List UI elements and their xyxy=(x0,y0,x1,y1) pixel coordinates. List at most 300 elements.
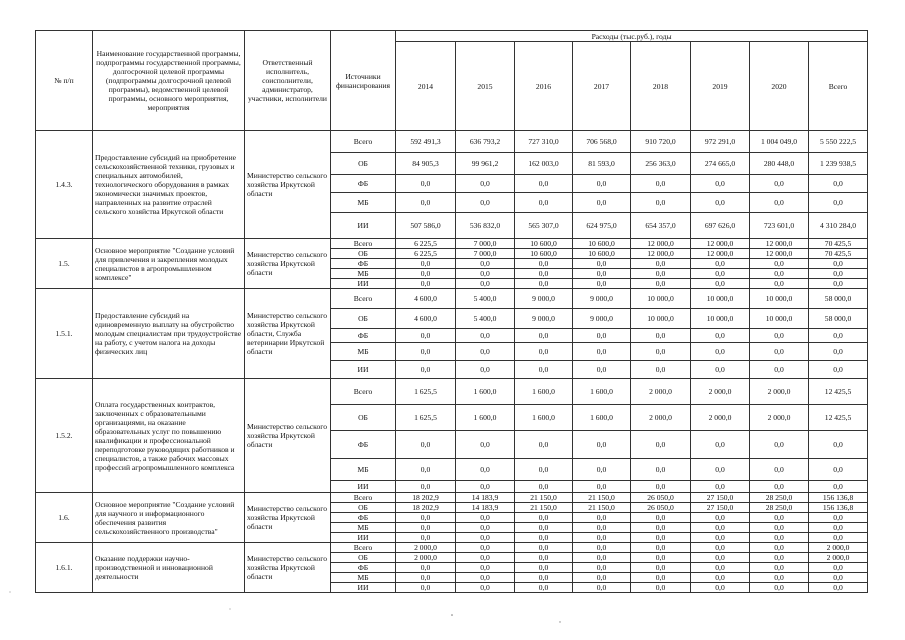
year-value: 0,0 xyxy=(456,269,515,279)
year-value: 0,0 xyxy=(573,563,631,573)
total-value: 70 425,5 xyxy=(809,249,868,259)
year-value: 0,0 xyxy=(515,563,573,573)
year-value: 4 600,0 xyxy=(396,289,456,309)
year-value: 0,0 xyxy=(631,523,691,533)
total-value: 0,0 xyxy=(809,193,868,213)
year-value: 0,0 xyxy=(396,481,456,493)
year-value: 12 000,0 xyxy=(750,249,809,259)
year-value: 27 150,0 xyxy=(691,503,750,513)
funding-source: ФБ xyxy=(331,563,396,573)
year-value: 0,0 xyxy=(456,523,515,533)
year-value: 1 600,0 xyxy=(573,379,631,405)
year-value: 2 000,0 xyxy=(691,379,750,405)
year-value: 0,0 xyxy=(573,459,631,481)
total-value: 0,0 xyxy=(809,523,868,533)
year-value: 26 050,0 xyxy=(631,503,691,513)
header-year: 2020 xyxy=(750,42,809,131)
year-value: 27 150,0 xyxy=(691,493,750,503)
year-value: 0,0 xyxy=(573,329,631,343)
year-value: 697 626,0 xyxy=(691,213,750,239)
year-value: 0,0 xyxy=(750,543,809,553)
year-value: 0,0 xyxy=(691,329,750,343)
total-value: 0,0 xyxy=(809,269,868,279)
year-value: 0,0 xyxy=(573,269,631,279)
total-value: 156 136,8 xyxy=(809,503,868,513)
funding-source: ИИ xyxy=(331,481,396,493)
year-value: 0,0 xyxy=(750,193,809,213)
measure-name: Предоставление субсидий на единовременную выплату на обустройство молодым специалистам при трудоустройстве на работу, с учетом налога на доходы физических лиц xyxy=(93,289,245,379)
year-value: 0,0 xyxy=(396,269,456,279)
year-value: 0,0 xyxy=(631,563,691,573)
row-number: 1.5.2. xyxy=(36,379,93,493)
year-value: 0,0 xyxy=(750,343,809,361)
funding-source: ОБ xyxy=(331,503,396,513)
year-value: 14 183,9 xyxy=(456,503,515,513)
year-value: 0,0 xyxy=(750,329,809,343)
total-value: 0,0 xyxy=(809,279,868,289)
total-value: 0,0 xyxy=(809,533,868,543)
total-value: 0,0 xyxy=(809,481,868,493)
year-value: 0,0 xyxy=(573,553,631,563)
total-value: 0,0 xyxy=(809,431,868,459)
year-value: 0,0 xyxy=(631,481,691,493)
year-value: 0,0 xyxy=(456,343,515,361)
year-value: 0,0 xyxy=(456,481,515,493)
table-row xyxy=(36,543,868,553)
year-value: 0,0 xyxy=(396,279,456,289)
year-value: 0,0 xyxy=(691,259,750,269)
year-value: 12 000,0 xyxy=(691,239,750,249)
year-value: 12 000,0 xyxy=(631,239,691,249)
year-value: 0,0 xyxy=(691,573,750,583)
year-value: 0,0 xyxy=(691,459,750,481)
year-value: 18 202,9 xyxy=(396,493,456,503)
year-value: 0,0 xyxy=(691,193,750,213)
year-value: 12 000,0 xyxy=(691,249,750,259)
year-value: 0,0 xyxy=(573,573,631,583)
year-value: 0,0 xyxy=(396,563,456,573)
header-year: 2018 xyxy=(631,42,691,131)
year-value: 2 000,0 xyxy=(750,405,809,431)
year-value: 0,0 xyxy=(396,193,456,213)
year-value: 0,0 xyxy=(750,583,809,593)
year-value: 0,0 xyxy=(456,329,515,343)
year-value: 280 448,0 xyxy=(750,153,809,175)
year-value: 84 905,3 xyxy=(396,153,456,175)
year-value: 0,0 xyxy=(456,553,515,563)
year-value: 1 625,5 xyxy=(396,379,456,405)
year-value: 2 000,0 xyxy=(631,379,691,405)
year-value: 0,0 xyxy=(750,279,809,289)
year-value: 0,0 xyxy=(631,329,691,343)
year-value: 0,0 xyxy=(515,431,573,459)
measure-name: Оказание поддержки научно-производственной и инновационной деятельности xyxy=(93,543,245,593)
year-value: 2 000,0 xyxy=(750,379,809,405)
year-value: 0,0 xyxy=(691,343,750,361)
funding-source: ФБ xyxy=(331,431,396,459)
year-value: 256 363,0 xyxy=(631,153,691,175)
year-value: 0,0 xyxy=(573,259,631,269)
funding-source: Всего xyxy=(331,493,396,503)
total-value: 58 000,0 xyxy=(809,309,868,329)
funding-source: ИИ xyxy=(331,361,396,379)
funding-source: МБ xyxy=(331,343,396,361)
total-value: 12 425,5 xyxy=(809,379,868,405)
table-row xyxy=(36,131,868,153)
year-value: 1 600,0 xyxy=(456,379,515,405)
funding-source: ОБ xyxy=(331,309,396,329)
year-value: 6 225,5 xyxy=(396,249,456,259)
total-value: 0,0 xyxy=(809,459,868,481)
year-value: 5 400,0 xyxy=(456,309,515,329)
funding-source: ФБ xyxy=(331,259,396,269)
year-value: 0,0 xyxy=(515,269,573,279)
year-value: 0,0 xyxy=(515,459,573,481)
measure-name: Основное мероприятие "Создание условий для научного и информационного обеспечения развития сельскохозяйственного производства" xyxy=(93,493,245,543)
year-value: 727 310,0 xyxy=(515,131,573,153)
year-value: 0,0 xyxy=(631,269,691,279)
funding-source: Всего xyxy=(331,131,396,153)
year-value: 0,0 xyxy=(573,513,631,523)
year-value: 81 593,0 xyxy=(573,153,631,175)
header-year: 2016 xyxy=(515,42,573,131)
responsible-executor: Министерство сельского хозяйства Иркутской области xyxy=(245,379,331,493)
table-row xyxy=(36,493,868,503)
year-value: 0,0 xyxy=(396,175,456,193)
header-costs: Расходы (тыс.руб.), годы xyxy=(396,31,868,42)
year-value: 0,0 xyxy=(573,175,631,193)
year-value: 99 961,2 xyxy=(456,153,515,175)
year-value: 0,0 xyxy=(573,533,631,543)
year-value: 9 000,0 xyxy=(515,309,573,329)
year-value: 0,0 xyxy=(631,583,691,593)
year-value: 21 150,0 xyxy=(573,493,631,503)
total-value: 2 000,0 xyxy=(809,543,868,553)
year-value: 0,0 xyxy=(456,533,515,543)
year-value: 9 000,0 xyxy=(573,309,631,329)
year-value: 0,0 xyxy=(396,513,456,523)
year-value: 0,0 xyxy=(515,175,573,193)
total-value: 0,0 xyxy=(809,175,868,193)
year-value: 0,0 xyxy=(750,175,809,193)
year-value: 0,0 xyxy=(515,583,573,593)
year-value: 0,0 xyxy=(515,533,573,543)
total-value: 0,0 xyxy=(809,583,868,593)
funding-source: ОБ xyxy=(331,249,396,259)
year-value: 0,0 xyxy=(691,543,750,553)
year-value: 9 000,0 xyxy=(515,289,573,309)
year-value: 0,0 xyxy=(750,553,809,563)
measure-name: Оплата государственных контрактов, заключенных с образовательными организациями, на оказание образовательных услуг по повышению квалификации и профессиональной переподготовке руководящих работников и специалистов, а также рабочих массовых профессий агропромышленного комплекса xyxy=(93,379,245,493)
year-value: 0,0 xyxy=(691,553,750,563)
year-value: 0,0 xyxy=(573,543,631,553)
year-value: 0,0 xyxy=(750,361,809,379)
year-value: 26 050,0 xyxy=(631,493,691,503)
funding-source: Всего xyxy=(331,543,396,553)
year-value: 0,0 xyxy=(750,573,809,583)
year-value: 2 000,0 xyxy=(691,405,750,431)
year-value: 0,0 xyxy=(396,523,456,533)
year-value: 0,0 xyxy=(573,343,631,361)
funding-source: ОБ xyxy=(331,153,396,175)
year-value: 0,0 xyxy=(631,279,691,289)
total-value: 58 000,0 xyxy=(809,289,868,309)
funding-source: ОБ xyxy=(331,405,396,431)
year-value: 0,0 xyxy=(750,431,809,459)
year-value: 10 600,0 xyxy=(515,249,573,259)
year-value: 10 000,0 xyxy=(631,309,691,329)
year-value: 0,0 xyxy=(631,259,691,269)
year-value: 4 600,0 xyxy=(396,309,456,329)
year-value: 10 000,0 xyxy=(691,309,750,329)
year-value: 1 625,5 xyxy=(396,405,456,431)
year-value: 0,0 xyxy=(456,563,515,573)
year-value: 0,0 xyxy=(396,573,456,583)
year-value: 0,0 xyxy=(631,513,691,523)
header-year: 2015 xyxy=(456,42,515,131)
year-value: 0,0 xyxy=(631,573,691,583)
year-value: 2 000,0 xyxy=(396,543,456,553)
year-value: 536 832,0 xyxy=(456,213,515,239)
table-row xyxy=(36,379,868,405)
year-value: 0,0 xyxy=(691,563,750,573)
total-value: 156 136,8 xyxy=(809,493,868,503)
year-value: 0,0 xyxy=(456,193,515,213)
funding-source: ИИ xyxy=(331,583,396,593)
total-value: 5 550 222,5 xyxy=(809,131,868,153)
year-value: 723 601,0 xyxy=(750,213,809,239)
year-value: 0,0 xyxy=(515,481,573,493)
year-value: 0,0 xyxy=(515,543,573,553)
year-value: 10 600,0 xyxy=(573,239,631,249)
year-value: 12 000,0 xyxy=(631,249,691,259)
year-value: 972 291,0 xyxy=(691,131,750,153)
year-value: 0,0 xyxy=(396,343,456,361)
year-value: 0,0 xyxy=(456,279,515,289)
year-value: 0,0 xyxy=(631,533,691,543)
year-value: 2 000,0 xyxy=(396,553,456,563)
year-value: 0,0 xyxy=(515,329,573,343)
year-value: 0,0 xyxy=(515,279,573,289)
responsible-executor: Министерство сельского хозяйства Иркутской области xyxy=(245,239,331,289)
total-value: 0,0 xyxy=(809,329,868,343)
year-value: 1 600,0 xyxy=(573,405,631,431)
year-value: 0,0 xyxy=(573,193,631,213)
year-value: 0,0 xyxy=(631,543,691,553)
row-number: 1.5. xyxy=(36,239,93,289)
year-value: 0,0 xyxy=(396,459,456,481)
year-value: 162 003,0 xyxy=(515,153,573,175)
year-value: 10 000,0 xyxy=(750,309,809,329)
year-value: 0,0 xyxy=(456,175,515,193)
year-value: 5 400,0 xyxy=(456,289,515,309)
year-value: 0,0 xyxy=(750,481,809,493)
total-value: 0,0 xyxy=(809,343,868,361)
year-value: 28 250,0 xyxy=(750,493,809,503)
year-value: 1 600,0 xyxy=(456,405,515,431)
financing-table xyxy=(35,30,868,593)
year-value: 6 225,5 xyxy=(396,239,456,249)
year-value: 910 720,0 xyxy=(631,131,691,153)
year-value: 0,0 xyxy=(691,279,750,289)
year-value: 0,0 xyxy=(750,269,809,279)
funding-source: МБ xyxy=(331,193,396,213)
year-value: 9 000,0 xyxy=(573,289,631,309)
funding-source: ФБ xyxy=(331,513,396,523)
year-value: 0,0 xyxy=(456,573,515,583)
funding-source: МБ xyxy=(331,523,396,533)
funding-source: Всего xyxy=(331,289,396,309)
year-value: 0,0 xyxy=(396,583,456,593)
total-value: 1 239 938,5 xyxy=(809,153,868,175)
year-value: 1 600,0 xyxy=(515,379,573,405)
header-year: 2017 xyxy=(573,42,631,131)
year-value: 592 491,3 xyxy=(396,131,456,153)
funding-source: Всего xyxy=(331,379,396,405)
year-value: 0,0 xyxy=(631,553,691,563)
year-value: 18 202,9 xyxy=(396,503,456,513)
funding-source: ФБ xyxy=(331,175,396,193)
year-value: 507 586,0 xyxy=(396,213,456,239)
year-value: 21 150,0 xyxy=(573,503,631,513)
year-value: 0,0 xyxy=(456,361,515,379)
year-value: 0,0 xyxy=(396,259,456,269)
year-value: 10 600,0 xyxy=(573,249,631,259)
total-value: 0,0 xyxy=(809,573,868,583)
year-value: 0,0 xyxy=(631,459,691,481)
year-value: 0,0 xyxy=(515,343,573,361)
row-number: 1.4.3. xyxy=(36,131,93,239)
year-value: 0,0 xyxy=(691,481,750,493)
total-value: 0,0 xyxy=(809,563,868,573)
total-value: 4 310 284,0 xyxy=(809,213,868,239)
year-value: 0,0 xyxy=(456,259,515,269)
year-value: 0,0 xyxy=(631,431,691,459)
year-value: 0,0 xyxy=(515,573,573,583)
year-value: 0,0 xyxy=(691,431,750,459)
funding-source: ФБ xyxy=(331,329,396,343)
funding-source: МБ xyxy=(331,573,396,583)
year-value: 0,0 xyxy=(691,175,750,193)
year-value: 0,0 xyxy=(691,523,750,533)
year-value: 1 600,0 xyxy=(515,405,573,431)
year-value: 0,0 xyxy=(515,361,573,379)
year-value: 706 568,0 xyxy=(573,131,631,153)
header-year: 2019 xyxy=(691,42,750,131)
year-value: 0,0 xyxy=(750,523,809,533)
year-value: 0,0 xyxy=(456,459,515,481)
year-value: 0,0 xyxy=(691,361,750,379)
responsible-executor: Министерство сельского хозяйства Иркутской области xyxy=(245,131,331,239)
year-value: 0,0 xyxy=(573,361,631,379)
year-value: 0,0 xyxy=(750,513,809,523)
funding-source: ОБ xyxy=(331,553,396,563)
header-num: № п/п xyxy=(36,31,93,131)
year-value: 10 000,0 xyxy=(631,289,691,309)
year-value: 12 000,0 xyxy=(750,239,809,249)
total-value: 0,0 xyxy=(809,361,868,379)
year-value: 0,0 xyxy=(691,533,750,543)
year-value: 1 004 049,0 xyxy=(750,131,809,153)
year-value: 0,0 xyxy=(573,279,631,289)
header-row-top xyxy=(36,31,868,42)
table-row xyxy=(36,239,868,249)
funding-source: ИИ xyxy=(331,213,396,239)
year-value: 0,0 xyxy=(456,431,515,459)
year-value: 0,0 xyxy=(750,259,809,269)
year-value: 21 150,0 xyxy=(515,493,573,503)
year-value: 0,0 xyxy=(573,431,631,459)
year-value: 0,0 xyxy=(573,583,631,593)
year-value: 0,0 xyxy=(515,193,573,213)
year-value: 0,0 xyxy=(573,481,631,493)
year-value: 0,0 xyxy=(631,193,691,213)
funding-source: Всего xyxy=(331,239,396,249)
year-value: 654 357,0 xyxy=(631,213,691,239)
responsible-executor: Министерство сельского хозяйства Иркутской области xyxy=(245,543,331,593)
total-value: 0,0 xyxy=(809,259,868,269)
row-number: 1.5.1. xyxy=(36,289,93,379)
year-value: 0,0 xyxy=(396,431,456,459)
year-value: 0,0 xyxy=(396,533,456,543)
header-year: 2014 xyxy=(396,42,456,131)
row-number: 1.6.1. xyxy=(36,543,93,593)
measure-name: Предоставление субсидий на приобретение сельскохозяйственной техники, грузовых и специальных автомобилей, технологического оборудования в рамках экономически значимых проектов, направленных на развитие отраслей сельского хозяйства Иркутской области xyxy=(93,131,245,239)
row-number: 1.6. xyxy=(36,493,93,543)
measure-name: Основное мероприятие "Создание условий для привлечения и закрепления молодых специалистов в агропромышленном комплексе" xyxy=(93,239,245,289)
year-value: 0,0 xyxy=(515,513,573,523)
year-value: 7 000,0 xyxy=(456,239,515,249)
year-value: 0,0 xyxy=(691,583,750,593)
year-value: 0,0 xyxy=(750,459,809,481)
year-value: 10 000,0 xyxy=(691,289,750,309)
total-value: 70 425,5 xyxy=(809,239,868,249)
year-value: 10 000,0 xyxy=(750,289,809,309)
year-value: 0,0 xyxy=(750,563,809,573)
header-total: Всего xyxy=(809,42,868,131)
year-value: 0,0 xyxy=(456,543,515,553)
header-responsible: Ответственный исполнитель, соисполнители, администратор, участники, исполнители xyxy=(245,31,331,131)
year-value: 10 600,0 xyxy=(515,239,573,249)
year-value: 0,0 xyxy=(396,361,456,379)
year-value: 7 000,0 xyxy=(456,249,515,259)
year-value: 0,0 xyxy=(691,513,750,523)
year-value: 2 000,0 xyxy=(631,405,691,431)
year-value: 0,0 xyxy=(631,361,691,379)
table-row xyxy=(36,289,868,309)
funding-source: МБ xyxy=(331,269,396,279)
responsible-executor: Министерство сельского хозяйства Иркутской области, Служба ветеринарии Иркутской области xyxy=(245,289,331,379)
year-value: 28 250,0 xyxy=(750,503,809,513)
header-name: Наименование государственной программы, подпрограммы государственной программы, долгосрочной целевой программы (подпрограммы долгосрочной целевой программы), ведомственной целевой программы, основного мероприятия, мероприятия xyxy=(93,31,245,131)
year-value: 0,0 xyxy=(573,523,631,533)
responsible-executor: Министерство сельского хозяйства Иркутской области xyxy=(245,493,331,543)
year-value: 274 665,0 xyxy=(691,153,750,175)
total-value: 2 000,0 xyxy=(809,553,868,563)
funding-source: ИИ xyxy=(331,533,396,543)
funding-source: МБ xyxy=(331,459,396,481)
year-value: 21 150,0 xyxy=(515,503,573,513)
year-value: 0,0 xyxy=(515,523,573,533)
year-value: 0,0 xyxy=(691,269,750,279)
year-value: 0,0 xyxy=(750,533,809,543)
total-value: 12 425,5 xyxy=(809,405,868,431)
year-value: 0,0 xyxy=(515,553,573,563)
year-value: 0,0 xyxy=(515,259,573,269)
year-value: 0,0 xyxy=(456,583,515,593)
year-value: 565 307,0 xyxy=(515,213,573,239)
year-value: 0,0 xyxy=(396,329,456,343)
